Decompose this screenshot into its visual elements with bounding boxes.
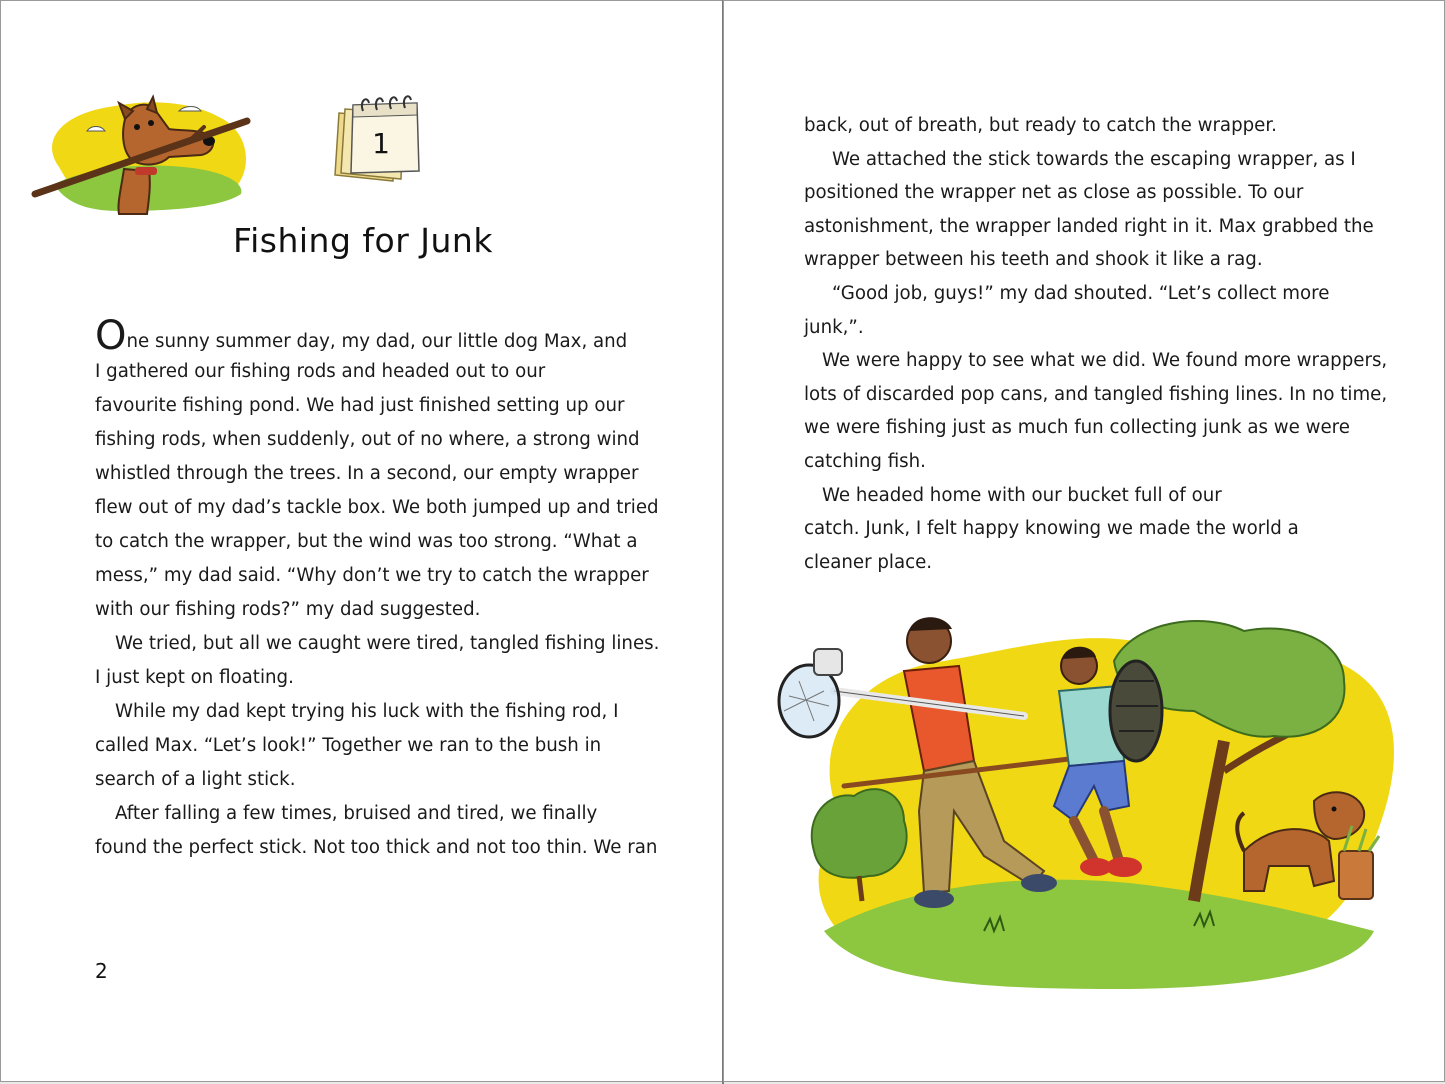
text-line: mess,” my dad said. “Why don’t we try to catch the wrapper	[95, 565, 649, 586]
text-line: found the perfect stick. Not too thick and not too thin. We ran	[95, 837, 658, 858]
text-line: While my dad kept trying his luck with the fishing rod, I	[115, 701, 619, 722]
text-line: After falling a few times, bruised and tired, we finally	[115, 803, 598, 824]
left-page-body	[95, 313, 660, 865]
text-line: we were fishing just as much fun collecting junk as we were	[804, 417, 1350, 439]
text-line: catching fish.	[804, 450, 926, 472]
text-line: astonishment, the wrapper landed right in it. Max grabbed the	[804, 215, 1374, 237]
chapter-title: Fishing for Junk	[233, 221, 493, 260]
chapter-number: 1	[372, 127, 390, 160]
text-line: cleaner place.	[804, 551, 933, 573]
drop-cap: O	[95, 313, 127, 359]
text-line: We headed home with our bucket full of our	[822, 484, 1222, 506]
text-line: catch. Junk, I felt happy knowing we made the world a	[804, 518, 1299, 540]
text-line: fishing rods, when suddenly, out of no where, a strong wind	[95, 429, 640, 450]
text-line: positioned the wrapper net as close as possible. To our	[804, 182, 1304, 204]
text-line: back, out of breath, but ready to catch the wrapper.	[804, 115, 1277, 136]
calendar-icon	[329, 87, 425, 187]
text-line: “Good job, guys!” my dad shouted. “Let’s collect more	[832, 282, 1330, 304]
text-line: flew out of my dad’s tackle box. We both jumped up and tried	[95, 497, 659, 518]
text-line: I just kept on floating.	[95, 667, 294, 688]
text-line: We attached the stick towards the escaping wrapper, as I	[832, 148, 1356, 170]
line-text: ne sunny summer day, my dad, our little dog Max, and	[126, 331, 628, 352]
family-fishing-junk-illustration	[774, 601, 1404, 991]
right-page-body	[804, 109, 1387, 579]
page-number: 2	[95, 959, 108, 983]
dog-with-stick-illustration	[29, 89, 269, 219]
right-page	[723, 0, 1445, 1082]
text-line: We were happy to see what we did. We found more wrappers,	[822, 350, 1388, 372]
text-line: We tried, but all we caught were tired, tangled fishing lines.	[115, 633, 660, 654]
text-line: to catch the wrapper, but the wind was too strong. “What a	[95, 531, 638, 552]
text-line: with our fishing rods?” my dad suggested.	[95, 599, 481, 620]
text-line: favourite fishing pond. We had just finished setting up our	[95, 395, 625, 416]
text-line: called Max. “Let’s look!” Together we ran to the bush in	[95, 735, 602, 756]
text-line: whistled through the trees. In a second, our empty wrapper	[95, 463, 639, 484]
text-line: I gathered our fishing rods and headed out to our	[95, 361, 546, 382]
text-line	[95, 313, 659, 359]
text-line: junk,”.	[804, 316, 864, 338]
text-line: lots of discarded pop cans, and tangled fishing lines. In no time,	[804, 383, 1388, 405]
text-line: wrapper between his teeth and shook it like a rag.	[804, 249, 1263, 271]
text-line: search of a light stick.	[95, 769, 296, 790]
